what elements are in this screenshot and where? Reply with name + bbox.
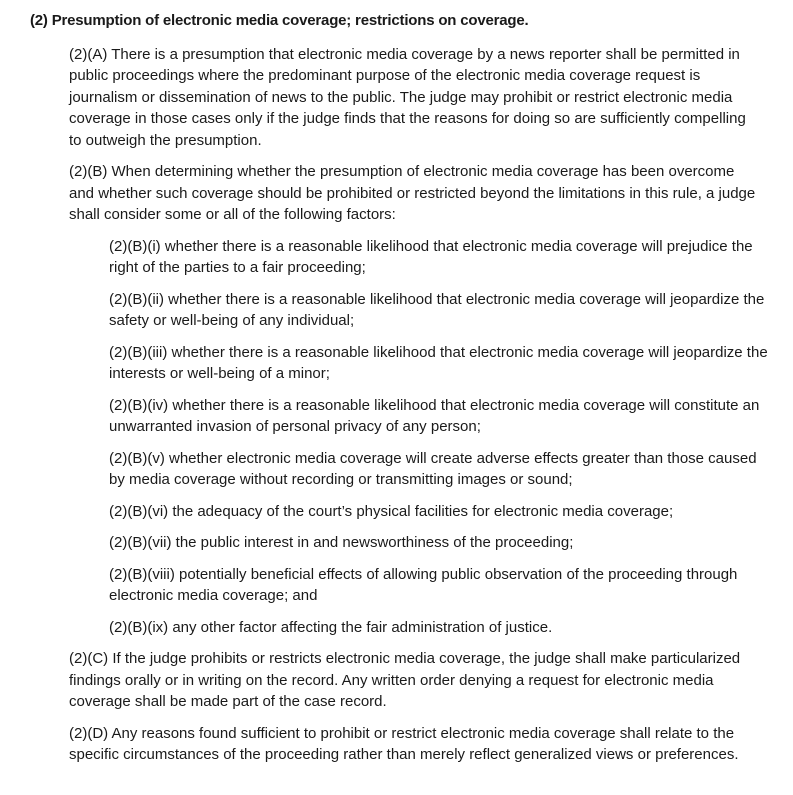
paragraph-2b: (2)(B) When determining whether the presumption of electronic media coverage has been overcome and whether such coverage should be prohibited or restricted beyond the limitations in this rule, a judge shall consider some or all of the following factors: [69,163,756,223]
paragraph-2c: (2)(C) If the judge prohibits or restricts electronic media coverage, the judge shall make particularized findings orally or in writing on the record. Any written order denying a request for electronic media coverage shall be made part of the case record. [69,650,741,710]
factor-2b-viii: (2)(B)(viii) potentially beneficial effects of allowing public observation of the proceeding through electronic media coverage; and [109,565,738,604]
factor-2b-iii: (2)(B)(iii) whether there is a reasonable likelihood that electronic media coverage will jeopardize the interests or well-being of a minor; [109,343,768,382]
paragraph-2d: (2)(D) Any reasons found sufficient to prohibit or restrict electronic media coverage shall relate to the specific circumstances of the proceeding rather than merely reflect generalized views or preferences. [69,724,739,763]
section-heading: (2) Presumption of electronic media coverage; restrictions on coverage. [30,12,529,29]
factor-2b-ii: (2)(B)(ii) whether there is a reasonable likelihood that electronic media coverage will jeopardize the safety or well-being of any individual; [109,290,765,329]
paragraph-2a: (2)(A) There is a presumption that electronic media coverage by a news reporter shall be permitted in public proceedings where the predominant purpose of the electronic media coverage request is journalism or dissemination of news to the public. The judge may prohibit or restrict electronic media coverage in those cases only if the judge finds that the reasons for doing so are sufficiently compelling to outweigh the presumption. [69,45,746,149]
factor-2b-i: (2)(B)(i) whether there is a reasonable likelihood that electronic media coverage will prejudice the right of the parties to a fair proceeding; [109,237,753,276]
factor-2b-ix: (2)(B)(ix) any other factor affecting the fair administration of justice. [109,618,553,636]
factor-2b-vii: (2)(B)(vii) the public interest in and newsworthiness of the proceeding; [109,534,574,551]
factor-2b-iv: (2)(B)(iv) whether there is a reasonable likelihood that electronic media coverage will constitute an unwarranted invasion of personal privacy of any person; [109,396,760,435]
factor-2b-vi: (2)(B)(vi) the adequacy of the court’s physical facilities for electronic media coverage; [109,502,674,520]
factor-2b-v: (2)(B)(v) whether electronic media coverage will create adverse effects greater than those caused by media coverage without recording or transmitting images or sound; [109,449,757,488]
